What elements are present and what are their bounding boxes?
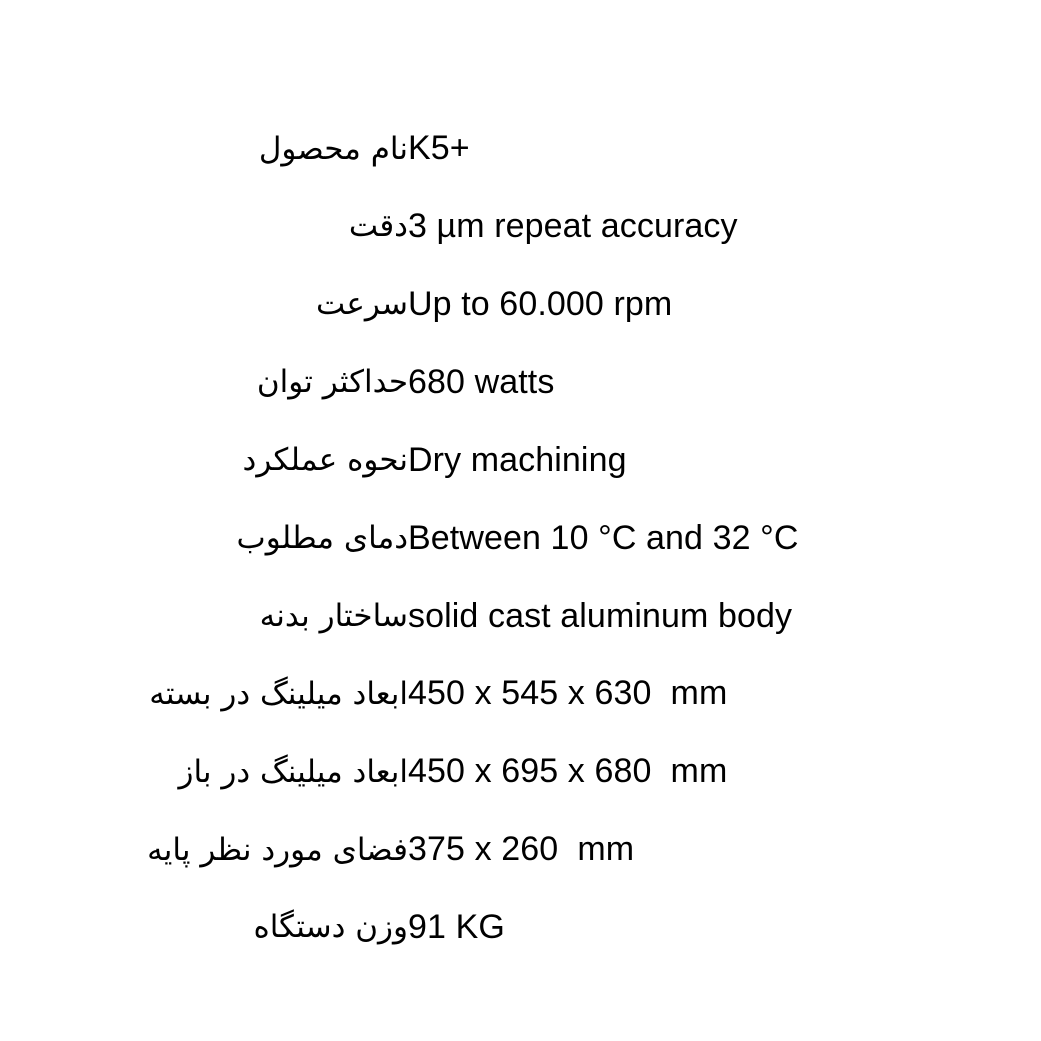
table-row (68, 422, 968, 500)
spec-label: نحوه عملکرد (242, 442, 408, 479)
spec-label: ساختار بدنه (259, 597, 408, 634)
spec-label: ابعاد میلینگ در باز (178, 753, 408, 790)
spec-value: Dry machining (408, 440, 627, 479)
table-row (68, 655, 968, 733)
spec-label: حداکثر توان (256, 364, 408, 401)
specification-table-body (68, 110, 968, 967)
table-row (68, 889, 968, 967)
spec-value: Between 10 °C and 32 °C (408, 518, 799, 557)
spec-value: 375 x 260 mm (408, 830, 635, 869)
table-row (68, 344, 968, 422)
spec-value: K5+ (408, 129, 470, 168)
spec-label: دقت (348, 208, 408, 245)
spec-label: نام محصول (258, 130, 408, 167)
specification-table (68, 110, 968, 967)
table-row (68, 577, 968, 655)
spec-value: solid cast aluminum body (408, 596, 793, 635)
spec-value: 3 µm repeat accuracy (408, 207, 738, 246)
spec-value: 450 x 545 x 630 mm (408, 674, 728, 713)
table-row (68, 811, 968, 889)
spec-label: سرعت (315, 286, 408, 323)
spec-value: 680 watts (408, 362, 555, 401)
table-row (68, 266, 968, 344)
spec-label: فضای مورد نظر پایه (147, 831, 408, 868)
table-row (68, 188, 968, 266)
table-row (68, 733, 968, 811)
spec-value: 91 KG (408, 908, 505, 947)
spec-label: دمای مطلوب (236, 520, 408, 557)
spec-value: Up to 60.000 rpm (408, 285, 673, 324)
spec-value: 450 x 695 x 680 mm (408, 752, 728, 791)
table-row (68, 499, 968, 577)
table-row (68, 110, 968, 188)
spec-label: ابعاد میلینگ در بسته (149, 675, 408, 712)
spec-label: وزن دستگاه (253, 909, 408, 946)
